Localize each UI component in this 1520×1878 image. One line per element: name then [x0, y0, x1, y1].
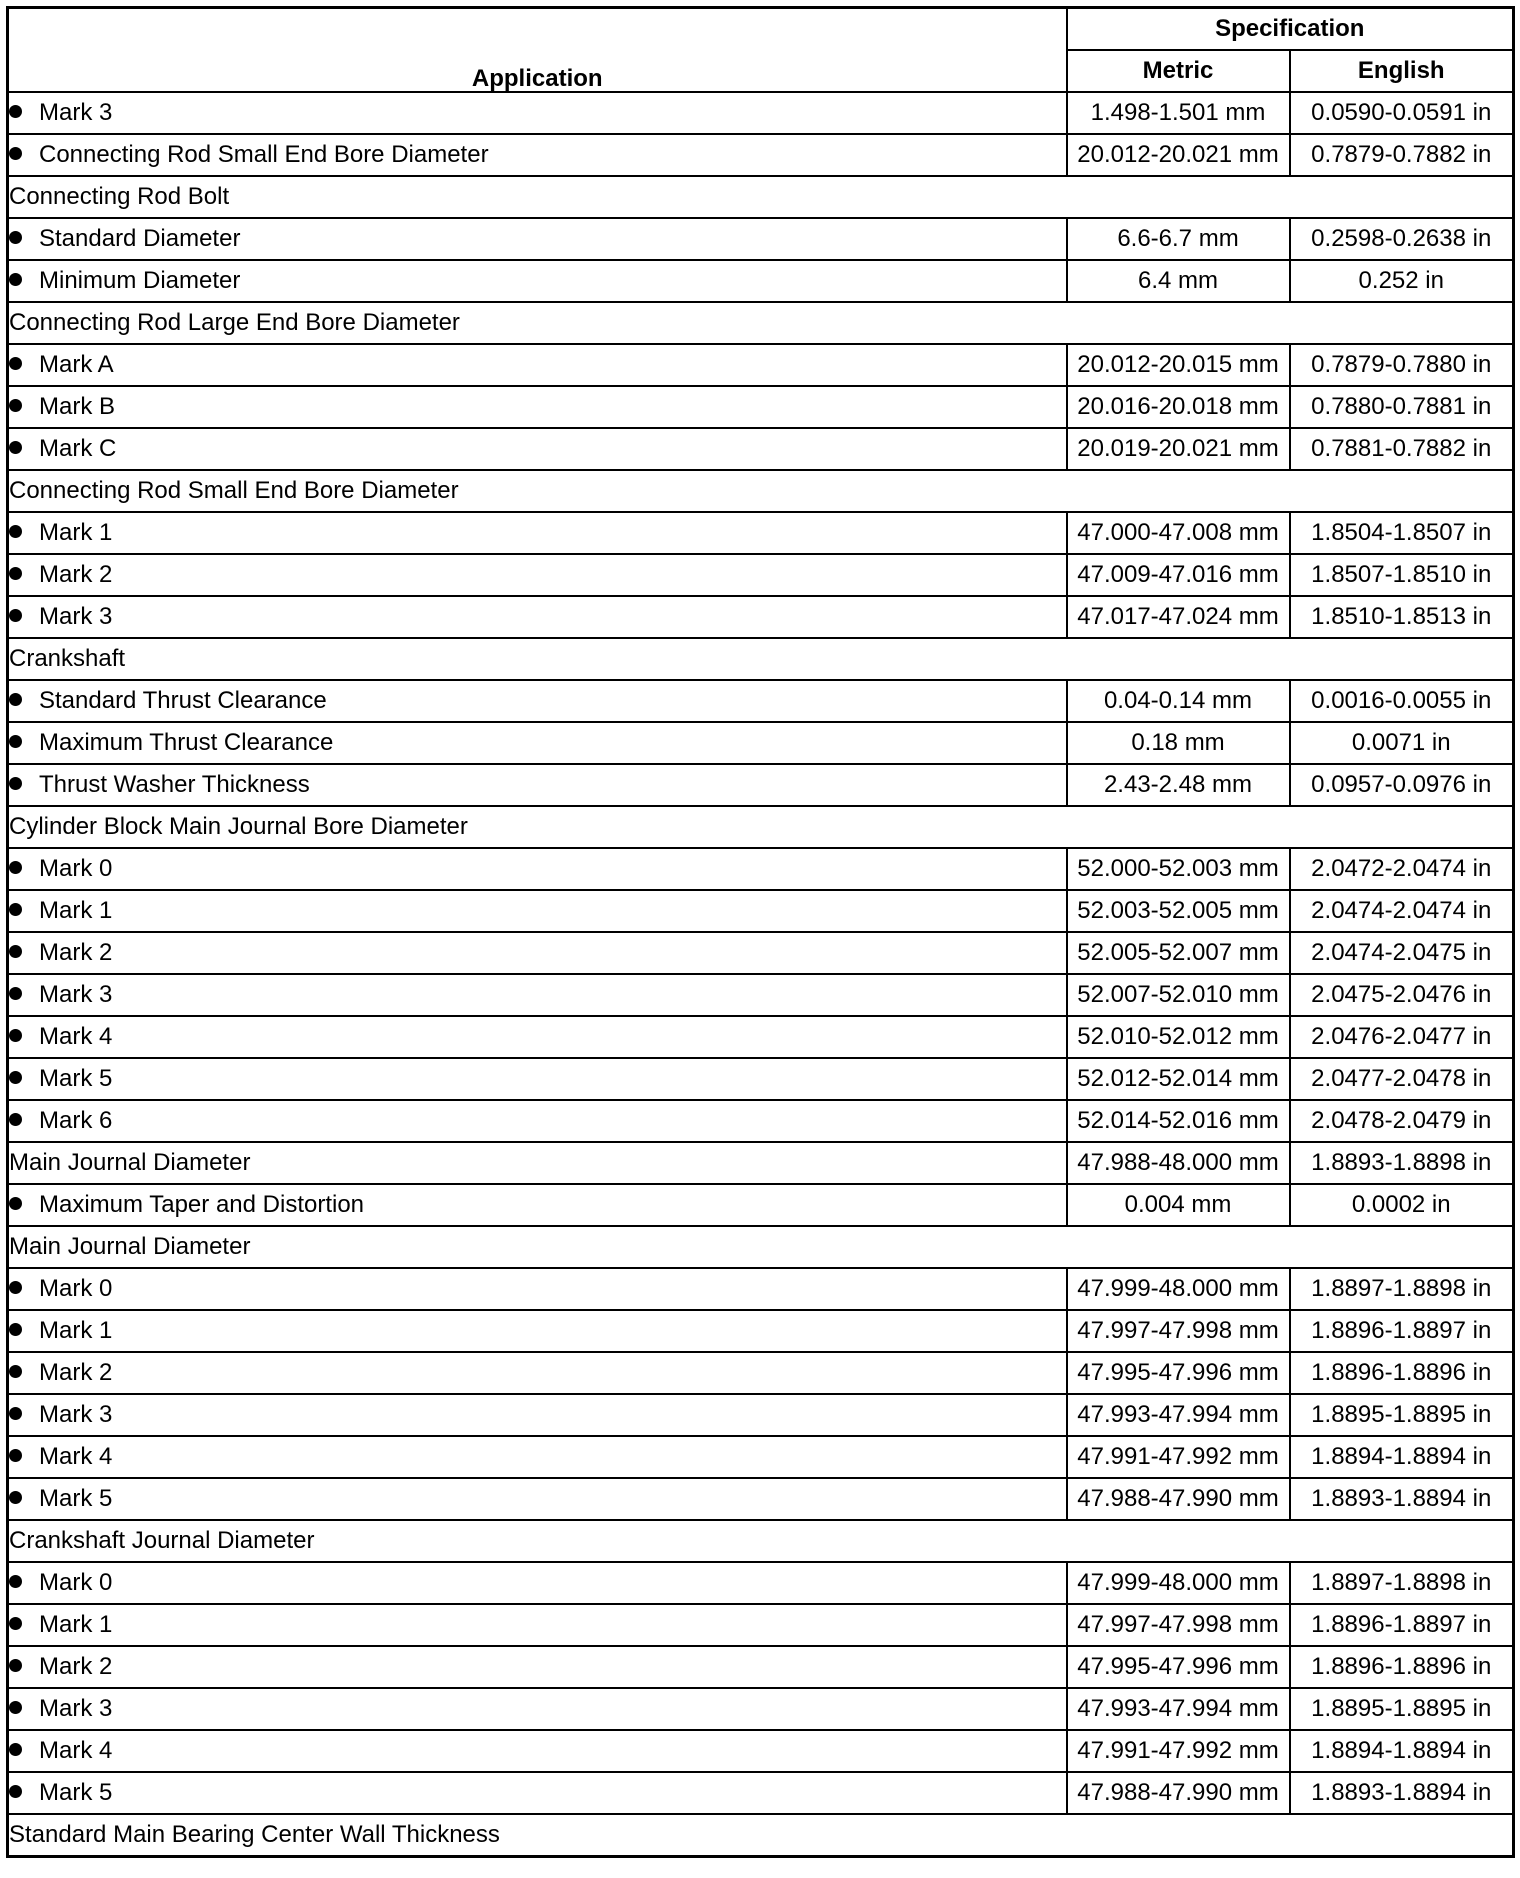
item-label: Connecting Rod Small End Bore Diameter [39, 141, 489, 168]
bullet-icon [9, 987, 22, 1000]
english-value: 0.0002 in [1290, 1184, 1514, 1226]
section-value-row [8, 1142, 1514, 1184]
spec-sheet [6, 6, 1512, 1858]
english-value: 0.2598-0.2638 in [1290, 218, 1514, 260]
item-row [8, 1184, 1514, 1226]
item-row [8, 1394, 1514, 1436]
item-label-cell [8, 428, 1067, 470]
item-label: Mark 3 [39, 981, 113, 1008]
section-row [8, 470, 1514, 512]
metric-value: 47.009-47.016 mm [1067, 554, 1290, 596]
item-row [8, 1310, 1514, 1352]
english-value: 1.8510-1.8513 in [1290, 596, 1514, 638]
bullet-icon [9, 1407, 22, 1420]
bullet-icon [9, 1281, 22, 1294]
metric-value: 52.014-52.016 mm [1067, 1100, 1290, 1142]
item-label-cell [8, 1646, 1067, 1688]
item-row [8, 1730, 1514, 1772]
bullet-icon [9, 273, 22, 286]
item-label-cell [8, 1100, 1067, 1142]
item-label-cell [8, 1394, 1067, 1436]
english-value: 1.8504-1.8507 in [1290, 512, 1514, 554]
english-value: 2.0474-2.0475 in [1290, 932, 1514, 974]
metric-value: 0.18 mm [1067, 722, 1290, 764]
bullet-icon [9, 357, 22, 370]
table-header [8, 8, 1514, 93]
item-label-cell [8, 932, 1067, 974]
item-label: Mark 3 [39, 99, 113, 126]
item-row [8, 1436, 1514, 1478]
item-label: Mark 5 [39, 1779, 113, 1806]
english-column-header: English [1290, 50, 1514, 92]
item-label: Minimum Diameter [39, 267, 241, 294]
metric-value: 0.004 mm [1067, 1184, 1290, 1226]
metric-value: 47.995-47.996 mm [1067, 1352, 1290, 1394]
item-row [8, 386, 1514, 428]
item-label: Mark 3 [39, 603, 113, 630]
bullet-icon [9, 903, 22, 916]
metric-value: 52.003-52.005 mm [1067, 890, 1290, 932]
item-row [8, 1772, 1514, 1814]
item-label: Mark 4 [39, 1443, 113, 1470]
item-label: Mark A [39, 351, 114, 378]
section-label: Main Journal Diameter [8, 1142, 1067, 1184]
english-value: 0.0590-0.0591 in [1290, 92, 1514, 134]
bullet-icon [9, 1785, 22, 1798]
english-value: 1.8897-1.8898 in [1290, 1562, 1514, 1604]
item-label: Maximum Thrust Clearance [39, 729, 334, 756]
english-value: 1.8896-1.8896 in [1290, 1352, 1514, 1394]
bullet-icon [9, 609, 22, 622]
section-row [8, 638, 1514, 680]
section-label: Main Journal Diameter [8, 1226, 1514, 1268]
application-column-header: Application [8, 8, 1067, 93]
item-label-cell [8, 1478, 1067, 1520]
item-label: Standard Thrust Clearance [39, 687, 327, 714]
item-label-cell [8, 974, 1067, 1016]
metric-value: 52.012-52.014 mm [1067, 1058, 1290, 1100]
section-row [8, 806, 1514, 848]
item-label-cell [8, 1184, 1067, 1226]
item-row [8, 1562, 1514, 1604]
item-label-cell [8, 764, 1067, 806]
item-label-cell [8, 1604, 1067, 1646]
english-value: 1.8507-1.8510 in [1290, 554, 1514, 596]
item-label-cell [8, 1058, 1067, 1100]
item-label-cell [8, 1352, 1067, 1394]
item-label: Mark 2 [39, 1359, 113, 1386]
metric-value: 47.988-47.990 mm [1067, 1772, 1290, 1814]
english-value: 0.7881-0.7882 in [1290, 428, 1514, 470]
item-row [8, 848, 1514, 890]
bullet-icon [9, 1113, 22, 1126]
item-row [8, 722, 1514, 764]
metric-value: 47.000-47.008 mm [1067, 512, 1290, 554]
bullet-icon [9, 1491, 22, 1504]
item-label-cell [8, 554, 1067, 596]
metric-value: 6.6-6.7 mm [1067, 218, 1290, 260]
item-label-cell [8, 596, 1067, 638]
bullet-icon [9, 1659, 22, 1672]
specification-table [6, 6, 1515, 1858]
english-value: 1.8894-1.8894 in [1290, 1730, 1514, 1772]
section-label: Crankshaft [8, 638, 1514, 680]
section-row [8, 1226, 1514, 1268]
item-row [8, 1604, 1514, 1646]
item-label: Mark 1 [39, 1611, 113, 1638]
item-row [8, 596, 1514, 638]
english-value: 0.0071 in [1290, 722, 1514, 764]
english-value: 0.252 in [1290, 260, 1514, 302]
metric-value: 2.43-2.48 mm [1067, 764, 1290, 806]
bullet-icon [9, 1365, 22, 1378]
item-row [8, 92, 1514, 134]
metric-value: 6.4 mm [1067, 260, 1290, 302]
item-label: Mark 1 [39, 897, 113, 924]
item-label: Mark 0 [39, 855, 113, 882]
section-row [8, 302, 1514, 344]
item-row [8, 764, 1514, 806]
english-value: 2.0472-2.0474 in [1290, 848, 1514, 890]
english-value: 0.7879-0.7882 in [1290, 134, 1514, 176]
specification-column-header: Specification [1067, 8, 1514, 51]
item-row [8, 260, 1514, 302]
metric-value: 47.997-47.998 mm [1067, 1604, 1290, 1646]
bullet-icon [9, 105, 22, 118]
metric-value: 47.993-47.994 mm [1067, 1394, 1290, 1436]
metric-value: 52.000-52.003 mm [1067, 848, 1290, 890]
section-label: Connecting Rod Large End Bore Diameter [8, 302, 1514, 344]
english-value: 0.7879-0.7880 in [1290, 344, 1514, 386]
bullet-icon [9, 777, 22, 790]
metric-value: 20.019-20.021 mm [1067, 428, 1290, 470]
item-label: Mark 4 [39, 1023, 113, 1050]
section-label: Standard Main Bearing Center Wall Thickness [8, 1814, 1514, 1857]
item-row [8, 428, 1514, 470]
metric-value: 47.991-47.992 mm [1067, 1730, 1290, 1772]
item-label-cell [8, 92, 1067, 134]
item-label-cell [8, 1016, 1067, 1058]
item-label: Standard Diameter [39, 225, 241, 252]
item-label: Mark 2 [39, 1653, 113, 1680]
bullet-icon [9, 399, 22, 412]
metric-value: 52.010-52.012 mm [1067, 1016, 1290, 1058]
metric-value: 0.04-0.14 mm [1067, 680, 1290, 722]
item-label: Mark 1 [39, 1317, 113, 1344]
item-row [8, 1058, 1514, 1100]
metric-value: 1.498-1.501 mm [1067, 92, 1290, 134]
item-label-cell [8, 344, 1067, 386]
english-value: 2.0476-2.0477 in [1290, 1016, 1514, 1058]
metric-value: 47.988-48.000 mm [1067, 1142, 1290, 1184]
english-value: 2.0475-2.0476 in [1290, 974, 1514, 1016]
item-label-cell [8, 134, 1067, 176]
item-row [8, 1478, 1514, 1520]
bullet-icon [9, 735, 22, 748]
item-label-cell [8, 1436, 1067, 1478]
item-label: Mark 3 [39, 1695, 113, 1722]
item-label: Mark 5 [39, 1065, 113, 1092]
item-label: Mark 4 [39, 1737, 113, 1764]
item-label: Mark 0 [39, 1275, 113, 1302]
english-value: 1.8896-1.8897 in [1290, 1310, 1514, 1352]
item-row [8, 1352, 1514, 1394]
english-value: 2.0478-2.0479 in [1290, 1100, 1514, 1142]
item-label-cell [8, 512, 1067, 554]
bullet-icon [9, 441, 22, 454]
metric-value: 20.012-20.021 mm [1067, 134, 1290, 176]
bullet-icon [9, 1071, 22, 1084]
english-value: 1.8893-1.8894 in [1290, 1772, 1514, 1814]
item-label: Mark 5 [39, 1485, 113, 1512]
item-label: Maximum Taper and Distortion [39, 1191, 365, 1218]
item-label: Mark 2 [39, 939, 113, 966]
english-value: 1.8895-1.8895 in [1290, 1688, 1514, 1730]
metric-value: 47.993-47.994 mm [1067, 1688, 1290, 1730]
english-value: 2.0474-2.0474 in [1290, 890, 1514, 932]
english-value: 1.8897-1.8898 in [1290, 1268, 1514, 1310]
item-row [8, 890, 1514, 932]
item-label-cell [8, 218, 1067, 260]
metric-value: 47.991-47.992 mm [1067, 1436, 1290, 1478]
bullet-icon [9, 945, 22, 958]
english-value: 1.8893-1.8898 in [1290, 1142, 1514, 1184]
metric-value: 20.016-20.018 mm [1067, 386, 1290, 428]
item-label-cell [8, 1688, 1067, 1730]
item-label-cell [8, 1772, 1067, 1814]
metric-value: 47.999-48.000 mm [1067, 1268, 1290, 1310]
metric-value: 47.017-47.024 mm [1067, 596, 1290, 638]
bullet-icon [9, 1197, 22, 1210]
item-label-cell [8, 1562, 1067, 1604]
header-row-top [8, 8, 1514, 51]
bullet-icon [9, 1617, 22, 1630]
bullet-icon [9, 861, 22, 874]
bullet-icon [9, 1743, 22, 1756]
metric-value: 47.995-47.996 mm [1067, 1646, 1290, 1688]
bullet-icon [9, 147, 22, 160]
english-value: 2.0477-2.0478 in [1290, 1058, 1514, 1100]
metric-value: 47.999-48.000 mm [1067, 1562, 1290, 1604]
item-row [8, 554, 1514, 596]
item-label-cell [8, 260, 1067, 302]
english-value: 1.8896-1.8897 in [1290, 1604, 1514, 1646]
item-row [8, 134, 1514, 176]
section-label: Connecting Rod Small End Bore Diameter [8, 470, 1514, 512]
section-row [8, 176, 1514, 218]
item-label: Mark 2 [39, 561, 113, 588]
bullet-icon [9, 1323, 22, 1336]
item-row [8, 1268, 1514, 1310]
item-label-cell [8, 1268, 1067, 1310]
item-row [8, 680, 1514, 722]
metric-value: 47.988-47.990 mm [1067, 1478, 1290, 1520]
section-label: Connecting Rod Bolt [8, 176, 1514, 218]
item-row [8, 218, 1514, 260]
bullet-icon [9, 693, 22, 706]
section-row [8, 1814, 1514, 1857]
item-label-cell [8, 386, 1067, 428]
english-value: 1.8893-1.8894 in [1290, 1478, 1514, 1520]
english-value: 0.0016-0.0055 in [1290, 680, 1514, 722]
english-value: 0.0957-0.0976 in [1290, 764, 1514, 806]
section-label: Cylinder Block Main Journal Bore Diameter [8, 806, 1514, 848]
bullet-icon [9, 1029, 22, 1042]
item-label: Mark 0 [39, 1569, 113, 1596]
item-label-cell [8, 848, 1067, 890]
bullet-icon [9, 1701, 22, 1714]
item-label-cell [8, 722, 1067, 764]
item-label-cell [8, 1730, 1067, 1772]
english-value: 1.8896-1.8896 in [1290, 1646, 1514, 1688]
item-label: Mark B [39, 393, 116, 420]
section-label: Crankshaft Journal Diameter [8, 1520, 1514, 1562]
item-label: Mark 3 [39, 1401, 113, 1428]
table-body [8, 92, 1514, 1857]
metric-value: 47.997-47.998 mm [1067, 1310, 1290, 1352]
english-value: 1.8895-1.8895 in [1290, 1394, 1514, 1436]
item-row [8, 932, 1514, 974]
item-label: Mark 1 [39, 519, 113, 546]
bullet-icon [9, 567, 22, 580]
metric-column-header: Metric [1067, 50, 1290, 92]
item-label: Thrust Washer Thickness [39, 771, 310, 798]
item-row [8, 344, 1514, 386]
bullet-icon [9, 1449, 22, 1462]
item-label: Mark 6 [39, 1107, 113, 1134]
metric-value: 52.005-52.007 mm [1067, 932, 1290, 974]
metric-value: 20.012-20.015 mm [1067, 344, 1290, 386]
metric-value: 52.007-52.010 mm [1067, 974, 1290, 1016]
item-row [8, 1646, 1514, 1688]
item-label-cell [8, 680, 1067, 722]
bullet-icon [9, 1575, 22, 1588]
english-value: 1.8894-1.8894 in [1290, 1436, 1514, 1478]
item-row [8, 1016, 1514, 1058]
item-row [8, 1100, 1514, 1142]
item-label-cell [8, 1310, 1067, 1352]
bullet-icon [9, 525, 22, 538]
item-label: Mark C [39, 435, 117, 462]
section-row [8, 1520, 1514, 1562]
bullet-icon [9, 231, 22, 244]
english-value: 0.7880-0.7881 in [1290, 386, 1514, 428]
item-row [8, 1688, 1514, 1730]
item-label-cell [8, 890, 1067, 932]
item-row [8, 974, 1514, 1016]
item-row [8, 512, 1514, 554]
